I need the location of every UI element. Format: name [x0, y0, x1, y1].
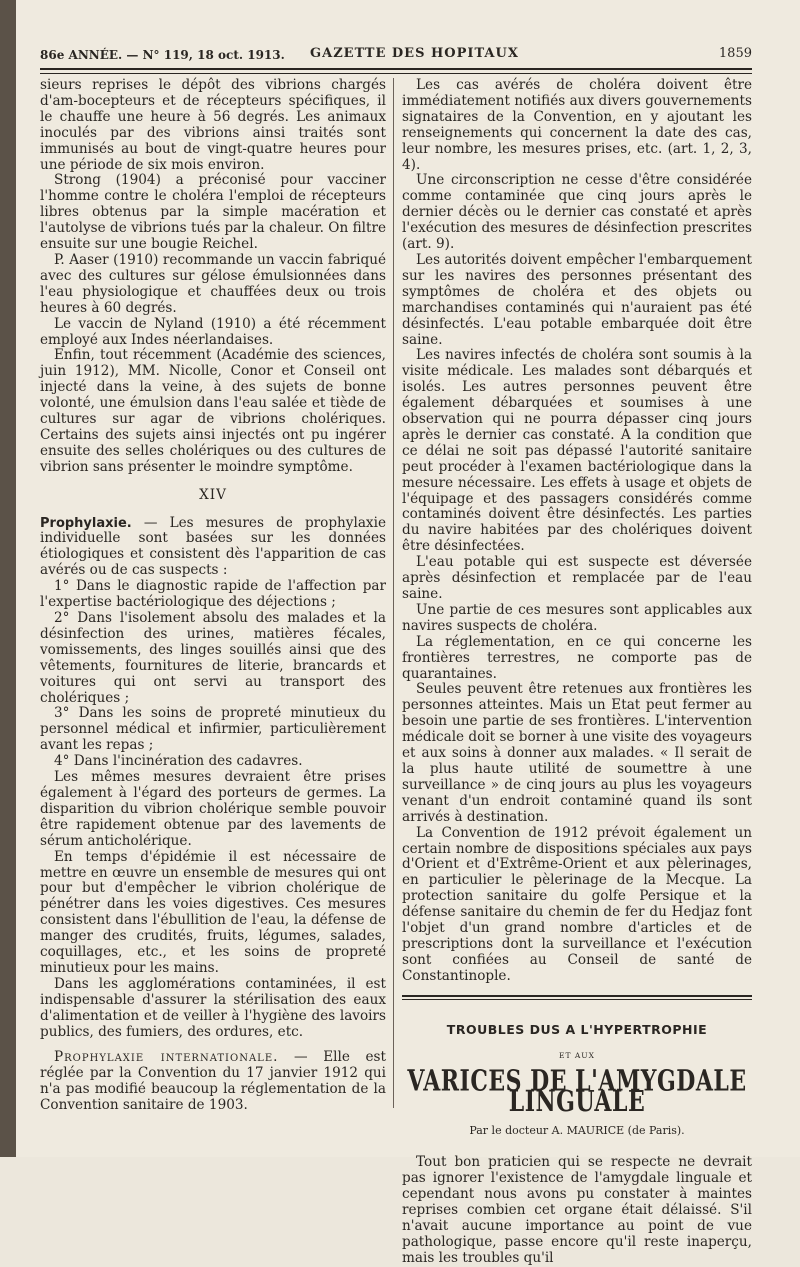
intl-text: — Elle est réglée par la Convention du 17 janvier 1912 qui n'a pas modifié beaucoup la réglementation de la Convention sanitaire de 1903. — [40, 1049, 386, 1114]
issue-info: 86e ANNÉE. — N° 119, 18 oct. 1913. — [40, 48, 285, 62]
intl-heading: Prophylaxie internationale. — [54, 1049, 279, 1066]
prophylaxie-text: — Les mesures de prophylaxie individuelle sont basées sur les données étiologiques et consistent dès l'apparition de cas avérés ou de cas suspects : — [40, 514, 386, 579]
right-column — [402, 78, 752, 1267]
paragraph: Les autorités doivent empêcher l'embarquement sur les navires des personnes présentant des symptômes de choléra et des objets ou marchandises contaminés qui n'auraient pas été désinfectés. L'eau potable embarquée doit être saine. — [402, 251, 752, 348]
page-number: 1859 — [718, 46, 752, 61]
binding-edge — [0, 0, 16, 1157]
paragraph: P. Aaser (1910) recommande un vaccin fabriqué avec des cultures sur gélose émulsionnées dans l'eau physiologique et chauffées deux ou trois heures à 60 degrés. — [40, 251, 386, 316]
paragraph: 4° Dans l'incinération des cadavres. — [54, 753, 303, 770]
intl-paragraph — [40, 1050, 386, 1114]
paragraph: La Convention de 1912 prévoit également un certain nombre de dispositions spéciales aux pays d'Orient et d'Extrême-Orient et aux pèlerinages, en particulier le pèlerinage de la Mecque. La protection sanitaire du golfe Persique et la défense sanitaire du chemin de fer du Hedjaz font l'objet d'un grand nombre d'articles et de prescriptions dont la surveillance et l'exécution sont confiées au Conseil de santé de Constantinople. — [402, 824, 752, 984]
journal-title: GAZETTE DES HOPITAUX — [310, 46, 519, 61]
paragraph: Les cas avérés de choléra doivent être immédiatement notifiés aux divers gouvernements signataires de la Convention, en y ajoutant les renseignements qui concernent la date des cas, leur nombre, les mesures prises, etc. (art. 1, 2, 3, 4). — [402, 77, 752, 173]
article-author: Par le docteur A. MAURICE (de Paris). — [469, 1124, 685, 1138]
paragraph: La réglementation, en ce qui concerne les frontières terrestres, ne comporte pas de quarantaines. — [402, 633, 752, 682]
paragraph: Enfin, tout récemment (Académie des sciences, juin 1912), MM. Nicolle, Conor et Conseil ont injecté dans la veine, à des sujets de bonne volonté, une émulsion dans l'eau salée et tiède de cultures sur agar de vibrions cholériques. Certains des sujets ainsi injectés ont pu ingérer ensuite des selles cholériques ou des cultures de vibrion sans présenter le moindre symptôme. — [40, 347, 386, 475]
prophylaxie-heading: Prophylaxie. — [40, 515, 132, 531]
article-separator-rule — [402, 995, 752, 1000]
paragraph: Les navires infectés de choléra sont soumis à la visite médicale. Les malades sont débarqués et isolés. Les autres personnes peuvent être également débarquées et soumises à une observation qui ne pourra dépasser cinq jours après le dernier cas constaté. A la condition que ce délai ne soit pas dépassé l'autorité sanitaire peut procéder à l'examen bactériologique dans la mesure nécessaire. Les effets à usage et objets de l'équipage et des passagers considérés comme contaminés doivent être désinfectés. Les parties du navire habitées par des cholériques doivent être désinfectées. — [402, 347, 752, 555]
paragraph: sieurs reprises le dépôt des vibrions chargés d'am-bocepteurs et de récepteurs spécifiques, il le chauffe une heure à 56 degrés. Les animaux inoculés par des vibrions ainsi traités sont immunisés au bout de vingt-quatre heures pour une période de six mois environ. — [40, 77, 386, 173]
left-column — [40, 78, 386, 1114]
column-divider — [393, 78, 394, 1108]
paragraph: Dans les agglomérations contaminées, il est indispensable d'assurer la stérilisation des eaux d'alimentation et de veiller à l'hygiène des lavoirs publics, des fumiers, des ordures, etc. — [40, 975, 386, 1040]
article-body: Tout bon praticien qui se respecte ne devrait pas ignorer l'existence de l'amygdale linguale et cependant nous avons pu constater à maintes reprises combien cet organe était délaissé. S'il n'avait aucune importance au point de vue pathologique, passe encore qu'il reste inaperçu, mais les troubles qu'il — [402, 1154, 752, 1266]
paragraph: 3° Dans les soins de propreté minutieux du personnel médical et infirmier, particulièrement avant les repas ; — [40, 705, 386, 754]
header-rule — [40, 68, 752, 74]
paragraph: Les mêmes mesures devraient être prises également à l'égard des porteurs de germes. La disparition du vibrion cholérique semble pouvoir être rapidement obtenue par des lavements de sérum anticholérique. — [40, 769, 386, 849]
section-number: XIV — [199, 486, 227, 503]
paragraph: 2° Dans l'isolement absolu des malades et la désinfection des urines, matières fécales, vomissements, des linges souillés ainsi que des vêtements, fournitures de literie, brancards et voitures qui ont servi au transport des cholériques ; — [40, 610, 386, 706]
paragraph: 1° Dans le diagnostic rapide de l'affection par l'expertise bactériologique des déjections ; — [40, 578, 386, 611]
paragraph: Une partie de ces mesures sont applicables aux navires suspects de choléra. — [402, 601, 752, 634]
paragraph: Strong (1904) a préconisé pour vacciner l'homme contre le choléra l'emploi de récepteurs libres obtenus par la simple macération et l'autolyse de vibrions tués par la chaleur. On filtre ensuite sur une bougie Reichel. — [40, 172, 386, 253]
article-title-line1: TROUBLES DUS A L'HYPERTROPHIE — [446, 1021, 708, 1037]
paragraph: En temps d'épidémie il est nécessaire de mettre en œuvre un ensemble de mesures qui ont pour but d'empêcher le vibrion cholérique de pénétrer dans les voies digestives. Ces mesures consistent dans l'ébullition de l'eau, la défense de manger des crudités, fruits, légumes, salades, coquillages, etc., et les soins de propreté minutieux pour les mains. — [40, 848, 386, 976]
paragraph: Seules peuvent être retenues aux frontières les personnes atteintes. Mais un Etat peut fermer au besoin une partie de ses frontières. L'intervention médicale doit se borner à une visite des voyageurs et aux soins à donner aux malades. « Il serait de la plus haute utilité de soumettre à une surveillance » de cinq jours au plus les voyageurs venant d'un endroit contaminé quand ils sont arrivés à destination. — [402, 681, 752, 825]
article-main-title: VARICES DE L'AMYGDALE LINGUALE — [407, 1064, 747, 1120]
prophylaxie-paragraph — [40, 516, 386, 580]
paragraph: Une circonscription ne cesse d'être considérée comme contaminée que cinq jours après le dernier décès ou le dernier cas constaté et après l'exécution des mesures de désinfection prescrites (art. 9). — [402, 172, 752, 253]
article-title-line2: ET AUX — [559, 1050, 595, 1060]
paragraph: Le vaccin de Nyland (1910) a été récemment employé aux Indes néerlandaises. — [40, 315, 386, 348]
paragraph: L'eau potable qui est suspecte est déversée après désinfection et remplacée par de l'eau saine. — [402, 554, 752, 602]
page-header — [40, 44, 752, 68]
